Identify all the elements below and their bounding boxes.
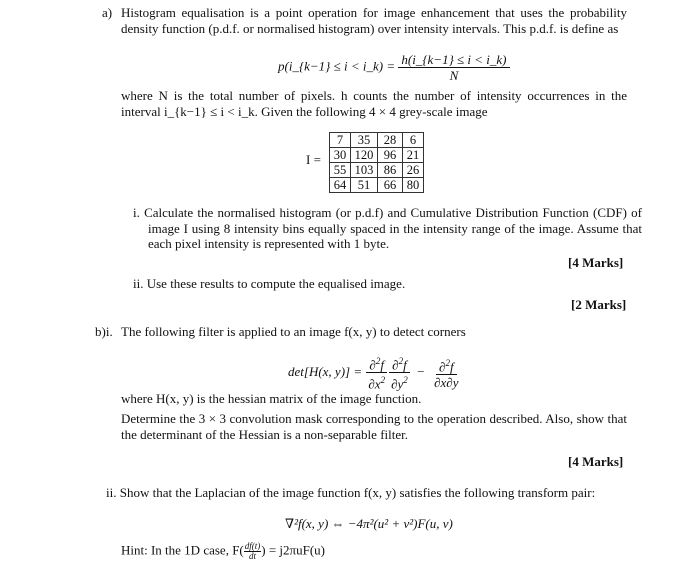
matrix-row	[330, 148, 424, 163]
matrix-row	[330, 133, 424, 148]
part-a-where: where N is the total number of pixels. h counts the number of intensity occurrences in the interval i_{k−1} ≤ i < i_k. Given the following 4 × 4 grey-scale image	[121, 88, 627, 119]
pdf-numerator: h(i_{k−1} ≤ i < i_k)	[398, 52, 509, 68]
matrix-cell: 80	[403, 178, 424, 193]
fxy-fraction	[431, 356, 461, 390]
hint-line	[121, 542, 325, 561]
pdf-fraction	[398, 52, 509, 83]
pdf-equation	[278, 52, 510, 83]
pdf-lhs: p(i_{k−1} ≤ i < i_k) =	[278, 58, 396, 74]
question-b-i-marks: [4 Marks]	[568, 454, 624, 469]
fxx-fraction	[365, 354, 388, 392]
matrix-cell: 96	[378, 148, 403, 163]
laplacian-pair: ∇²f(x, y) ⇔ −4π²(u² + v²)F(u, v)	[285, 516, 453, 531]
part-b-label: b)i.	[95, 324, 113, 339]
matrix-cell: 66	[378, 178, 403, 193]
determinant-equation	[288, 354, 462, 392]
matrix-cell: 120	[351, 148, 378, 163]
matrix-cell: 26	[403, 163, 424, 178]
matrix-label: I =	[306, 152, 321, 167]
question-b-ii: ii. Show that the Laplacian of the image function f(x, y) satisfies the following transform pair:	[106, 485, 596, 500]
matrix-cell: 51	[351, 178, 378, 193]
pdf-denominator: N	[449, 68, 459, 83]
matrix-row	[330, 178, 424, 193]
fyy-fraction	[388, 354, 411, 392]
hint-numerator: df(t)	[244, 541, 261, 551]
fyy-numerator: ∂$^2$f	[389, 354, 410, 373]
matrix-cell: 30	[330, 148, 351, 163]
question-a-ii: ii. Use these results to compute the equalised image.	[133, 276, 406, 291]
hint-fraction	[244, 542, 262, 561]
matrix-cell: 64	[330, 178, 351, 193]
question-a-ii-marks: [2 Marks]	[571, 297, 627, 312]
fxx-numerator: ∂$^2$f	[366, 354, 387, 373]
matrix-cell: 28	[378, 133, 403, 148]
part-a-label: a)	[102, 5, 113, 20]
hint-denominator: dt	[249, 551, 257, 561]
hint-prefix: Hint: In the 1D case, F(	[121, 542, 244, 558]
fxx-denominator: $\partial x^2$	[368, 375, 386, 392]
matrix-cell: 7	[330, 133, 351, 148]
hint-suffix: ) = j2πuF(u)	[261, 542, 325, 558]
part-a-intro: Histogram equalisation is a point operation for image enhancement that uses the probability density function (p.d.f. or normalised histogram) over intensity intervals. This p.d.f. is define as	[121, 5, 627, 36]
matrix-cell: 55	[330, 163, 351, 178]
matrix-cell: 103	[351, 163, 378, 178]
minus-sign: −	[414, 363, 428, 379]
det-lhs: det[H(x, y)] =	[288, 363, 363, 379]
question-a-i: i. Calculate the normalised histogram (or p.d.f) and Cumulative Distribution Function (CDF) of image I using 8 intensity bins equally spaced in the intensity range of the image. Assume that each pixel intensity is represented with 1 byte.	[133, 205, 642, 251]
matrix-cell: 35	[351, 133, 378, 148]
matrix-cell: 6	[403, 133, 424, 148]
question-a-i-marks: [4 Marks]	[568, 255, 624, 270]
matrix-cell: 21	[403, 148, 424, 163]
matrix-row	[330, 163, 424, 178]
fyy-denominator: $\partial y^2$	[391, 375, 408, 392]
fxy-denominator: ∂x∂y	[434, 375, 459, 390]
part-b-where: where H(x, y) is the hessian matrix of the image function.	[121, 391, 422, 406]
part-b-intro: The following filter is applied to an image f(x, y) to detect corners	[121, 324, 466, 339]
matrix-cell: 86	[378, 163, 403, 178]
image-matrix	[329, 132, 424, 193]
part-b-determine: Determine the 3 × 3 convolution mask corresponding to the operation described. Also, show that the determinant of the Hessian is a non-separable filter.	[121, 411, 627, 442]
fxy-numerator: ∂$^2$f	[436, 356, 457, 375]
